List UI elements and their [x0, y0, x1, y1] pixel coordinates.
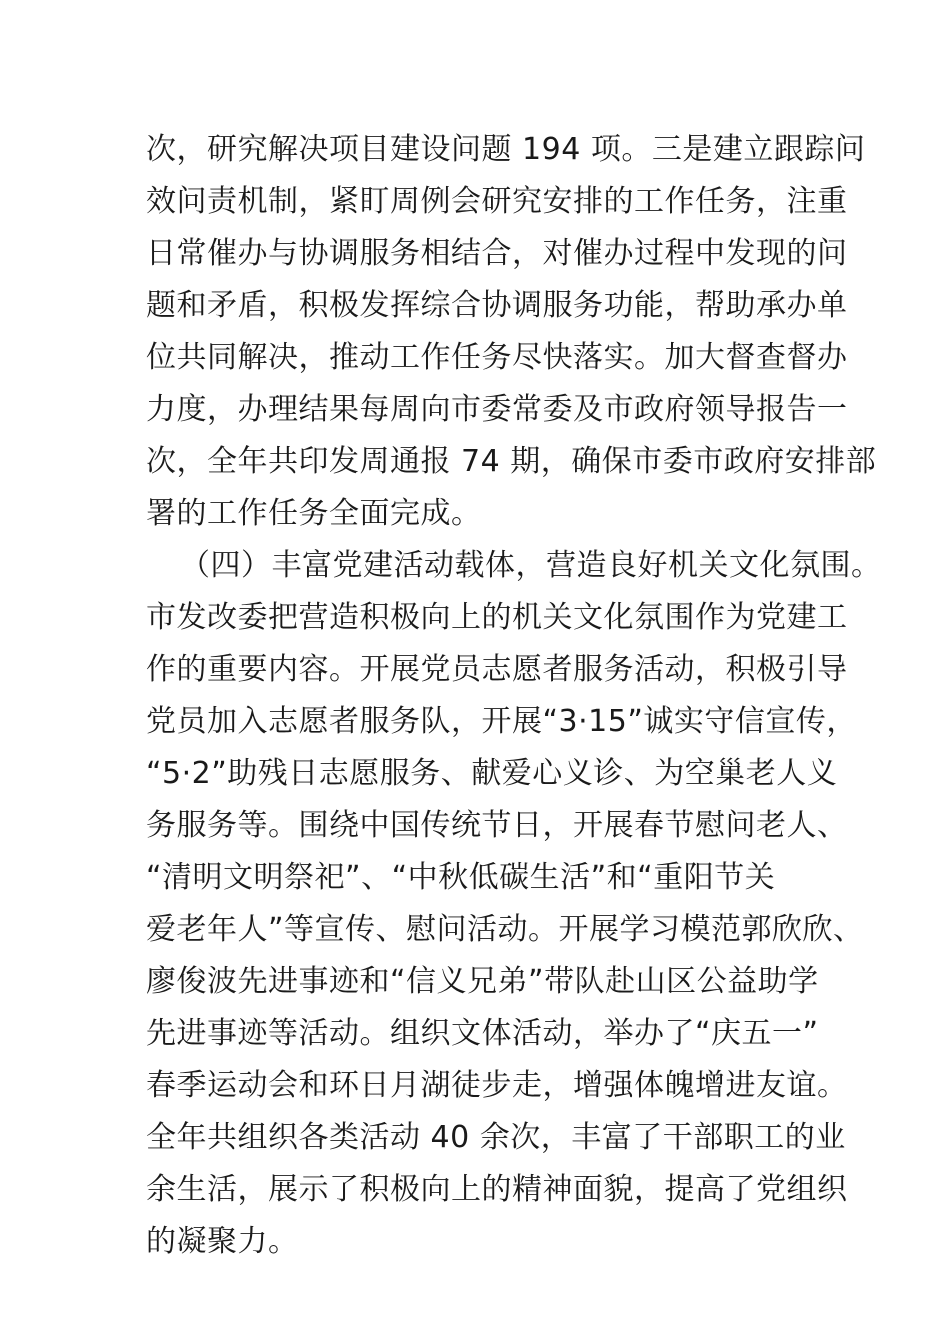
text-line: 效问责机制，紧盯周例会研究安排的工作任务，注重 — [146, 184, 848, 219]
text-line: 次，研究解决项目建设问题 194 项。三是建立跟踪问 — [146, 132, 866, 167]
text-line: 全年共组织各类活动 40 余次，丰富了干部职工的业 — [146, 1120, 846, 1155]
text-line: 党员加入志愿者服务队，开展“3·15”诚实守信宣传， — [146, 704, 857, 739]
text-line: 力度，办理结果每周向市委常委及市政府领导报告一 — [146, 392, 848, 427]
text-line: 市发改委把营造积极向上的机关文化氛围作为党建工 — [146, 600, 848, 635]
section-heading: （四）丰富党建活动载体，营造良好机关文化氛围。 — [180, 548, 882, 583]
text-line: “清明文明祭祀”、“中秋低碳生活”和“重阳节关 — [146, 860, 776, 895]
text-line: 次，全年共印发周通报 74 期，确保市委市政府安排部 — [146, 444, 877, 479]
text-line: “5·2”助残日志愿服务、献爱心义诊、为空巢老人义 — [146, 756, 838, 791]
text-line: 署的工作任务全面完成。 — [146, 496, 482, 531]
text-line: 廖俊波先进事迹和“信义兄弟”带队赴山区公益助学 — [146, 964, 819, 999]
text-line: 位共同解决，推动工作任务尽快落实。加大督查督办 — [146, 340, 848, 375]
text-line: 务服务等。围绕中国传统节日，开展春节慰问老人、 — [146, 808, 848, 843]
text-line: 题和矛盾，积极发挥综合协调服务功能，帮助承办单 — [146, 288, 848, 323]
text-line: 余生活，展示了积极向上的精神面貌，提高了党组织 — [146, 1172, 848, 1207]
text-line: 作的重要内容。开展党员志愿者服务活动，积极引导 — [146, 652, 848, 687]
text-line: 日常催办与协调服务相结合，对催办过程中发现的问 — [146, 236, 848, 271]
text-line: 先进事迹等活动。组织文体活动，举办了“庆五一” — [146, 1016, 819, 1051]
text-line: 爱老年人”等宣传、慰问活动。开展学习模范郭欣欣、 — [146, 912, 864, 947]
text-line: 春季运动会和环日月湖徒步走，增强体魄增进友谊。 — [146, 1068, 848, 1103]
text-line: 的凝聚力。 — [146, 1224, 299, 1259]
